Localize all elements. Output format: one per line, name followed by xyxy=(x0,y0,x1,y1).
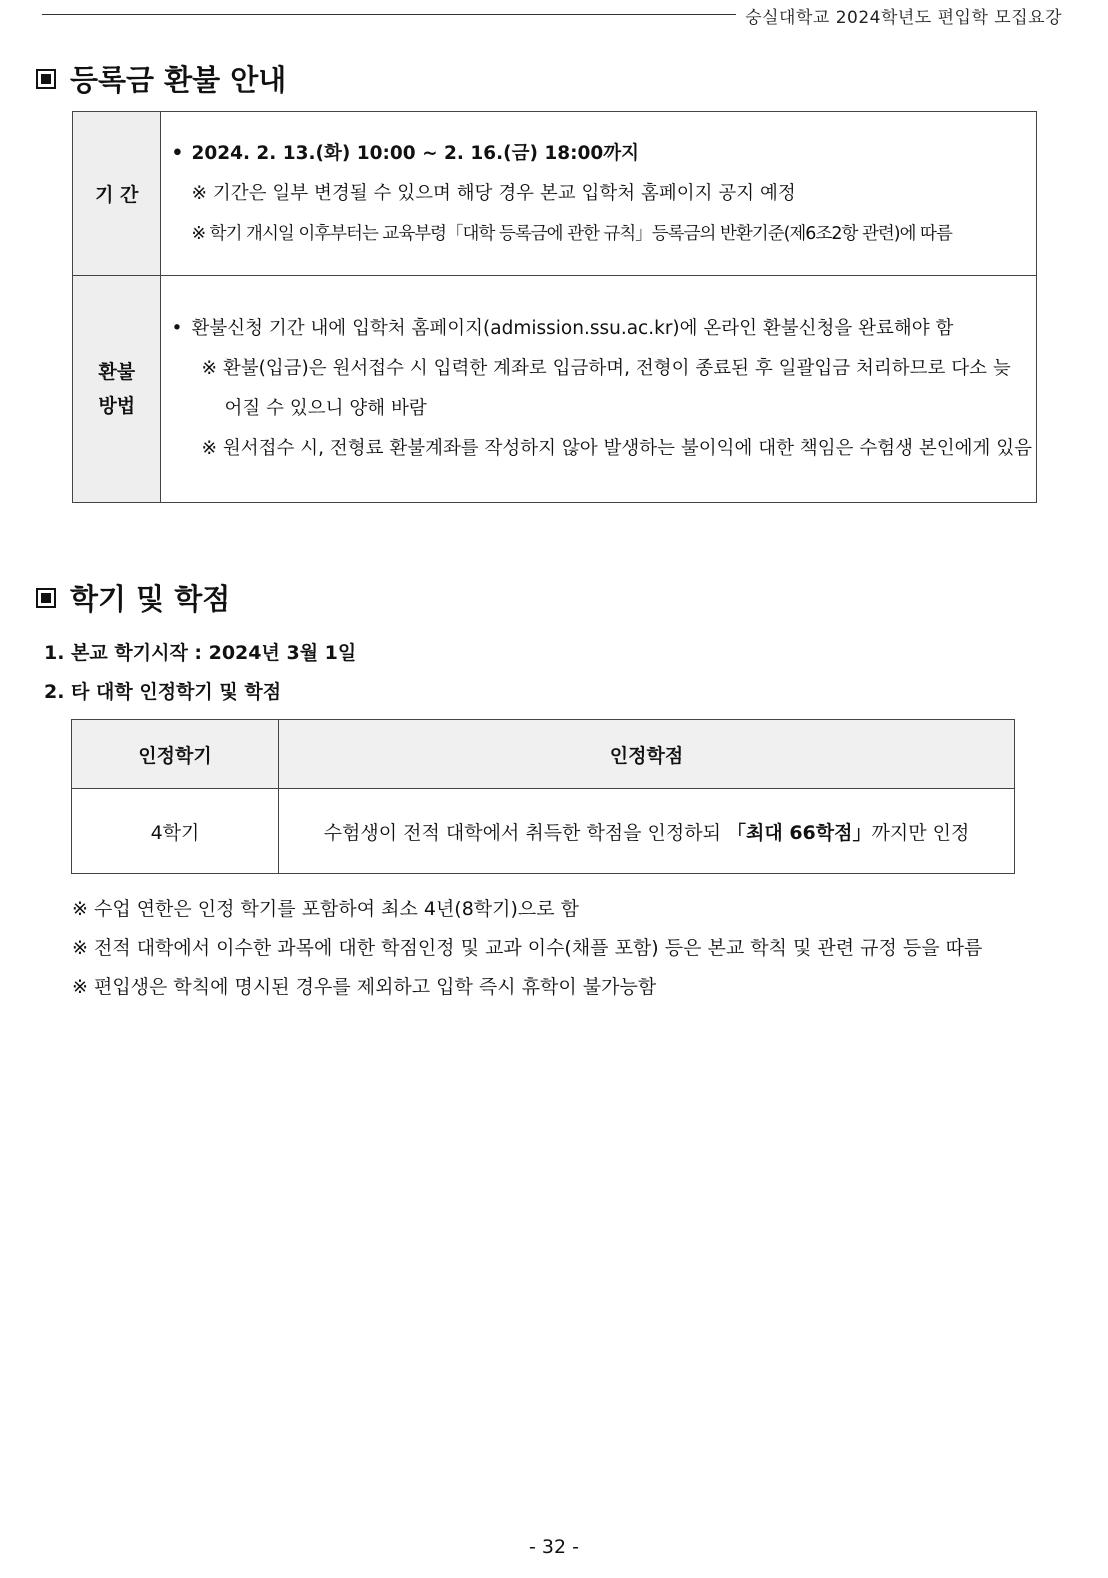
period-label: 기 간 xyxy=(73,112,161,276)
credit-table-header-row xyxy=(72,720,1015,789)
period-bullet xyxy=(161,134,1032,174)
cell-semesters: 4학기 xyxy=(72,789,279,874)
semester-note-2: ※ 전적 대학에서 이수한 과목에 대한 학점인정 및 교과 이수(채플 포함) 등은 본교 학칙 및 관련 규정 등을 따름 xyxy=(72,937,983,959)
credits-suffix: 까지만 인정 xyxy=(871,821,970,844)
credits-prefix: 수험생이 전적 대학에서 취득한 학점을 인정하되 xyxy=(323,821,728,844)
period-note-1: ※ 기간은 일부 변경될 수 있으며 해당 경우 본교 입학처 홈페이지 공지 예정 xyxy=(191,182,796,204)
header-title: 숭실대학교 2024학년도 편입학 모집요강 xyxy=(745,8,1062,28)
refund-period-row xyxy=(73,112,1037,276)
period-content xyxy=(161,112,1037,276)
section-title-semester xyxy=(36,577,230,618)
semester-item-1: 1. 본교 학기시작 : 2024년 3월 1일 xyxy=(44,642,357,664)
header-credits: 인정학점 xyxy=(279,720,1015,789)
square-bullet-icon xyxy=(36,69,56,89)
semester-notes xyxy=(72,890,982,1007)
header-semesters: 인정학기 xyxy=(72,720,279,789)
method-bullet xyxy=(161,309,1032,349)
method-label xyxy=(73,276,161,503)
square-bullet-icon xyxy=(36,588,56,608)
credits-bold: 「최대 66학점」 xyxy=(727,821,872,844)
bullet-dot-icon: • xyxy=(171,142,184,164)
semester-item-2: 2. 타 대학 인정학기 및 학점 xyxy=(44,681,282,703)
method-label-line1: 환불 xyxy=(98,361,136,383)
period-bullet-text: 2024. 2. 13.(화) 10:00 ~ 2. 16.(금) 18:00까지 xyxy=(191,142,639,164)
page-number: - 32 - xyxy=(529,1536,579,1558)
credit-table xyxy=(71,719,1015,874)
refund-method-row xyxy=(73,276,1037,503)
refund-table xyxy=(72,111,1037,503)
method-note-2: ※ 원서접수 시, 전형료 환불계좌를 작성하지 않아 발생하는 불이익에 대한 책임은 수험생 본인에게 있음 xyxy=(201,438,1032,459)
semester-note-3: ※ 편입생은 학칙에 명시된 경우를 제외하고 입학 즉시 휴학이 불가능함 xyxy=(72,976,657,998)
table-row xyxy=(72,789,1015,874)
header-rule xyxy=(42,14,736,15)
method-note-1-line2: 어질 수 있으니 양해 바람 xyxy=(224,398,427,419)
period-note-2: ※ 학기 개시일 이후부터는 교육부령「대학 등록금에 관한 규칙」등록금의 반환기준(제6조2항 관련)에 따름 xyxy=(191,223,952,244)
cell-credits xyxy=(279,789,1015,874)
method-content xyxy=(161,276,1037,503)
method-label-line2: 방법 xyxy=(98,395,136,417)
bullet-dot-icon: • xyxy=(171,318,183,339)
section-title-refund xyxy=(36,58,286,99)
section-title-semester-text: 학기 및 학점 xyxy=(70,582,231,616)
method-bullet-text: 환불신청 기간 내에 입학처 홈페이지(admission.ssu.ac.kr)에 온라인 환불신청을 완료해야 함 xyxy=(191,318,954,339)
method-note-1-line1: ※ 환불(입금)은 원서접수 시 입력한 계좌로 입금하며, 전형이 종료된 후 일괄입금 처리하므로 다소 늦 xyxy=(201,358,1011,379)
section-title-refund-text: 등록금 환불 안내 xyxy=(70,63,287,97)
semester-note-1: ※ 수업 연한은 인정 학기를 포함하여 최소 4년(8학기)으로 함 xyxy=(72,898,580,920)
